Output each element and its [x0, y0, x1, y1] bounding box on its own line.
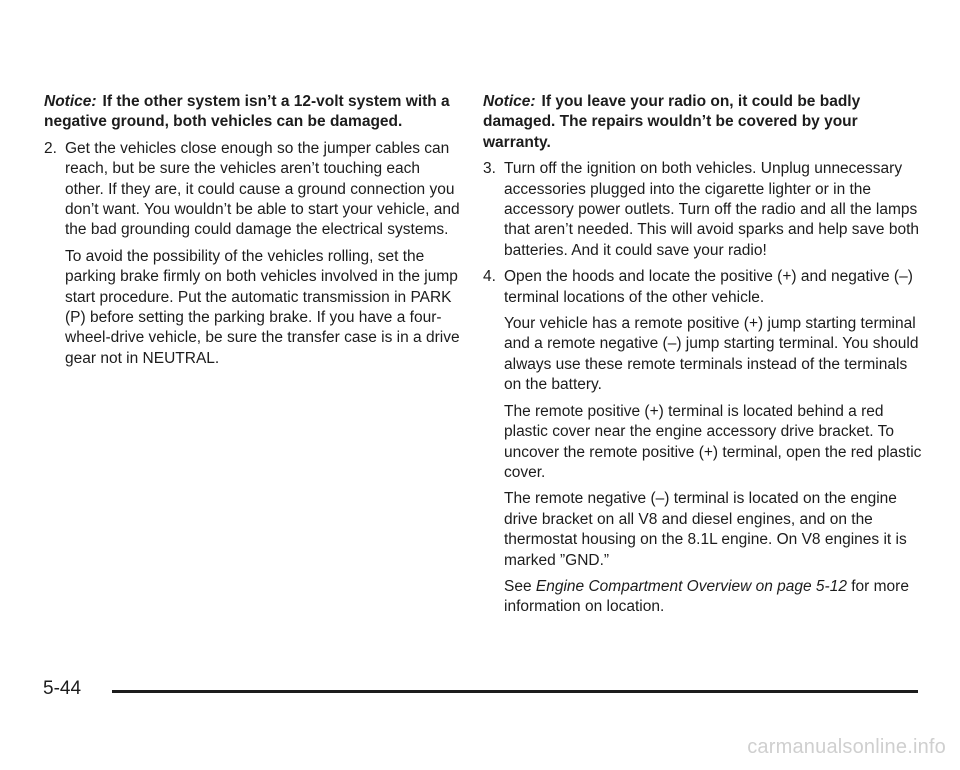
step-4-paragraph-negative-terminal: The remote negative (–) terminal is located on the engine drive bracket on all V8 and diesel engines, and on the thermostat housing on the 8.1L engine. On V8 engines it is marked ”GND.”: [504, 490, 907, 569]
step-number: 3.: [483, 160, 496, 178]
step-number: 4.: [483, 268, 496, 286]
step-text: Get the vehicles close enough so the jumper cables can reach, but be sure the vehicles aren’t touching each other. If they are, it could cause a ground connection you don’t want. You wouldn’t be able to start your vehicle, and the bad grounding could damage the electrical systems.: [65, 139, 460, 239]
notice-text: If the other system isn’t a 12-volt system with a negative ground, both vehicles can be damaged.: [44, 93, 450, 131]
left-column: [44, 92, 462, 375]
right-column: [483, 92, 923, 624]
step-text: Open the hoods and locate the positive (+) and negative (–) terminal locations of the other vehicle.: [504, 268, 913, 306]
step-4-see-reference: [483, 577, 923, 618]
step-4-paragraph-remote-terminals: Your vehicle has a remote positive (+) jump starting terminal and a remote negative (–) jump starting terminal. You should always use these remote terminals instead of the terminals on the battery.: [504, 315, 919, 394]
notice-label: Notice:: [483, 93, 536, 110]
footer-rule: [112, 690, 918, 693]
step-2-paragraph: To avoid the possibility of the vehicles rolling, set the parking brake firmly on both vehicles involved in the jump start procedure. Put the automatic transmission in PARK (P) before setting the parking brake. If you have a four-wheel-drive vehicle, be sure the transfer case is in a drive gear not in NEUTRAL.: [65, 247, 460, 367]
step-3: [483, 159, 923, 261]
step-2: [44, 139, 462, 241]
see-suffix: for more information on location.: [504, 577, 909, 616]
step-number: 2.: [44, 139, 57, 157]
step-4-paragraph-positive-terminal: The remote positive (+) terminal is located behind a red plastic cover near the engine accessory drive bracket. To uncover the remote positive (+) terminal, open the red plastic cover.: [504, 402, 922, 481]
page-number: 5-44: [43, 678, 82, 699]
notice-radio: [483, 92, 923, 153]
notice-electrical-system: [44, 92, 462, 133]
see-prefix: See: [504, 577, 532, 595]
watermark: carmanualsonline.info: [747, 736, 946, 758]
step-text: Turn off the ignition on both vehicles. Unplug unnecessary accessories plugged into the cigarette lighter or in the accessory power outlets. Turn off the radio and all the lamps that aren’t needed. This will avoid sparks and help save both batteries. And it could save your radio!: [504, 160, 920, 259]
notice-label: Notice:: [44, 93, 97, 110]
step-4: [483, 267, 923, 308]
cross-reference-link[interactable]: Engine Compartment Overview on page 5-12: [535, 577, 847, 595]
notice-text: If you leave your radio on, it could be badly damaged. The repairs wouldn’t be covered by your warranty.: [483, 93, 861, 151]
